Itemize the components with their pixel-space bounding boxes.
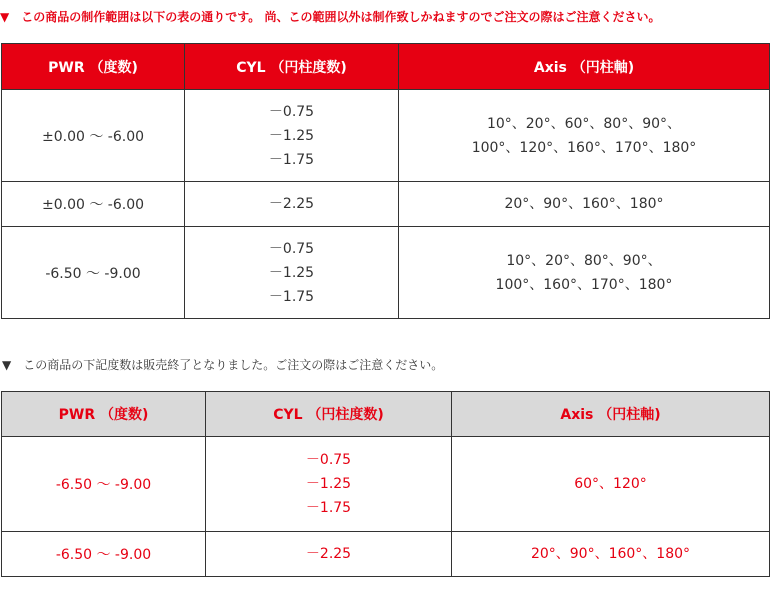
axis-values: 20°、90°、160°、180°	[530, 546, 691, 562]
cyl-cell	[185, 227, 399, 319]
cyl-value: －1.75	[268, 151, 315, 168]
production-range-notice	[0, 9, 660, 25]
triangle-down-icon: ▼	[2, 358, 12, 372]
table-row	[2, 437, 770, 532]
axis-values: 100°、120°、160°、170°、180°	[471, 139, 697, 156]
cyl-value: －2.25	[268, 196, 315, 212]
cyl-value: －0.75	[268, 240, 315, 257]
cyl-value: －2.25	[305, 546, 352, 562]
discontinued-notice-text: この商品の下記度数は販売終了となりました。ご注文の際はご注意ください。	[23, 358, 444, 372]
pwr-cell: -6.50 〜 -9.00	[2, 532, 206, 577]
cyl-cell	[206, 437, 452, 532]
cyl-value: －1.75	[268, 288, 315, 305]
pwr-cell: ±0.00 〜 -6.00	[2, 90, 185, 182]
cyl-cell	[206, 532, 452, 577]
cyl-value: －0.75	[268, 103, 315, 120]
cyl-header: CYL （円柱度数)	[185, 44, 399, 90]
cyl-value: －1.25	[268, 127, 315, 144]
pwr-cell: -6.50 〜 -9.00	[2, 437, 206, 532]
axis-cell	[399, 227, 770, 319]
cyl-cell	[185, 182, 399, 227]
axis-cell	[452, 532, 770, 577]
axis-header: Axis （円柱軸)	[399, 44, 770, 90]
triangle-down-icon: ▼	[0, 10, 10, 24]
table-row	[2, 227, 770, 319]
discontinued-table	[1, 391, 770, 577]
axis-values: 60°、120°	[574, 476, 647, 492]
cyl-value: －1.25	[268, 264, 315, 281]
pwr-header: PWR （度数)	[2, 392, 206, 437]
cyl-value: －0.75	[305, 452, 352, 468]
pwr-cell: ±0.00 〜 -6.00	[2, 182, 185, 227]
axis-cell	[452, 437, 770, 532]
axis-header: Axis （円柱軸)	[452, 392, 770, 437]
axis-values: 100°、160°、170°、180°	[495, 276, 673, 293]
axis-cell	[399, 90, 770, 182]
axis-values: 10°、20°、80°、90°、	[506, 252, 662, 269]
production-range-notice-text: この商品の制作範囲は以下の表の通りです。 尚、この範囲以外は制作致しかねますのでご注文の際はご注意ください。	[21, 10, 661, 24]
table-row	[2, 90, 770, 182]
axis-values: 10°、20°、60°、80°、90°、	[486, 115, 682, 132]
cyl-cell	[185, 90, 399, 182]
cyl-value: －1.25	[305, 476, 352, 492]
table-row	[2, 532, 770, 577]
discontinued-notice	[0, 357, 443, 373]
cyl-header: CYL （円柱度数)	[206, 392, 452, 437]
table-header-row	[2, 392, 770, 437]
cyl-value: －1.75	[305, 500, 352, 516]
pwr-header: PWR （度数)	[2, 44, 185, 90]
table-row	[2, 182, 770, 227]
pwr-cell: -6.50 〜 -9.00	[2, 227, 185, 319]
axis-cell	[399, 182, 770, 227]
table-header-row	[2, 44, 770, 90]
production-range-table	[1, 43, 770, 319]
axis-values: 20°、90°、160°、180°	[504, 196, 664, 212]
